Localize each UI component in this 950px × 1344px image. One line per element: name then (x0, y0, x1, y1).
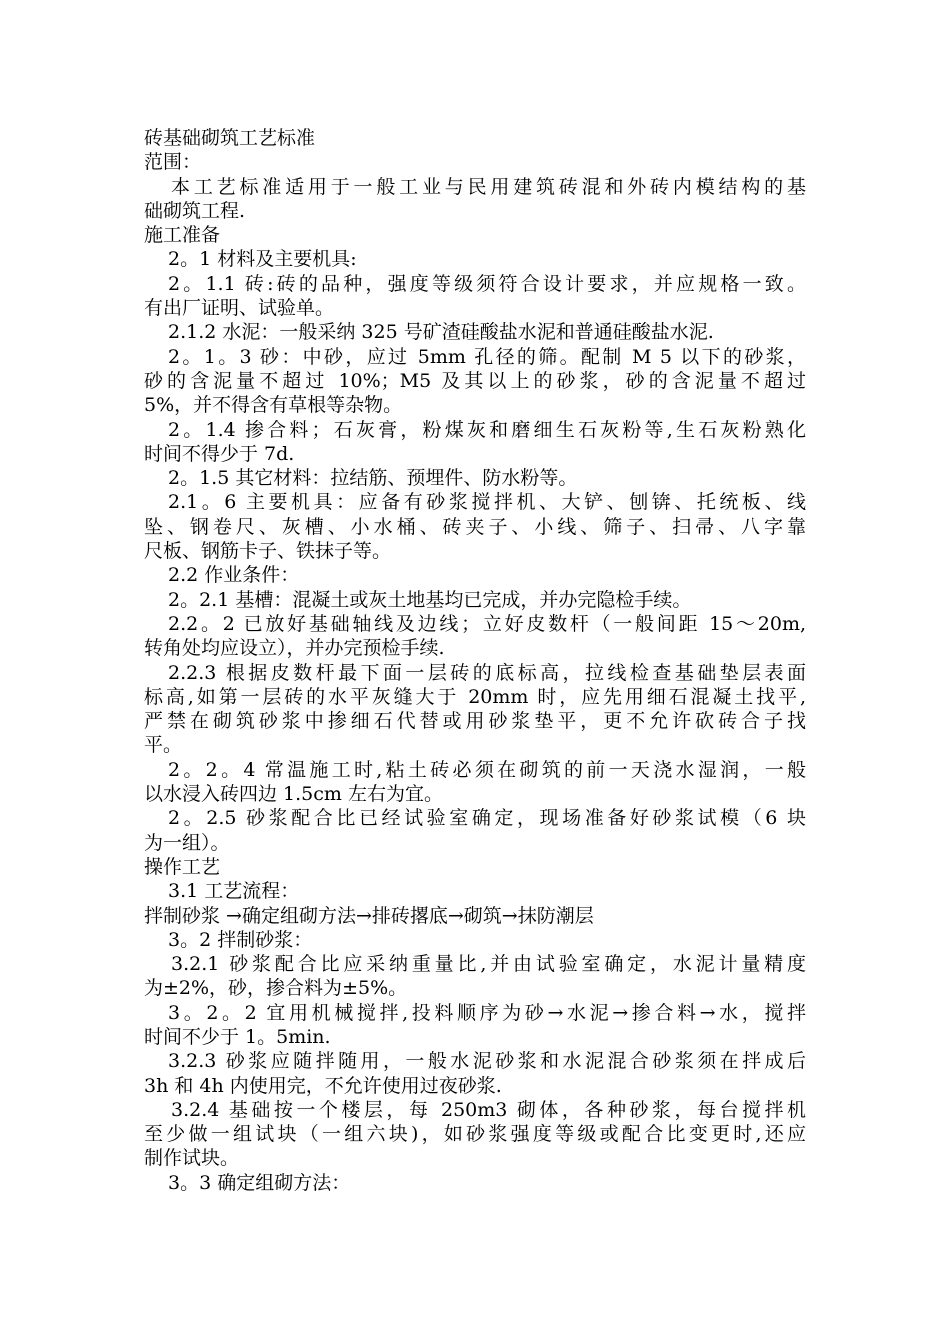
paragraph-line: 本工艺标准适用于一般工业与民用建筑砖混和外砖内模结构的基 (171, 175, 806, 198)
paragraph-line: 2。1.5 其它材料：拉结筋、预埋件、防水粉等。 (168, 467, 578, 490)
paragraph-line: 时间不得少于 7d. (144, 442, 295, 465)
paragraph-line: 2.1.2 水泥：一般采纳 325 号矿渣硅酸盐水泥和普通硅酸盐水泥. (168, 321, 714, 344)
paragraph-line: 制作试块。 (144, 1147, 240, 1170)
paragraph-line: 3.2.1 砂浆配合比应采纳重量比,并由试验室确定，水泥计量精度 (171, 953, 806, 976)
paragraph-line: 2。2。4 常温施工时,粘土砖必须在砌筑的前一天浇水湿润，一般 (168, 758, 806, 781)
paragraph-line: 2。1。3 砂：中砂，应过 5mm 孔径的筛。配制 M 5 以下的砂浆， (168, 345, 806, 368)
subsection-heading: 2.2 作业条件： (168, 564, 300, 587)
paragraph-line: 2.2.3 根据皮数杆最下面一层砖的底标高，拉线检查基础垫层表面 (168, 661, 806, 684)
paragraph-line: 3.2.4 基础按一个楼层，每 250m3 砌体，各种砂浆，每台搅拌机 (171, 1098, 806, 1121)
paragraph-line: 至少做一组试块（一组六块)，如砂浆强度等级或配合比变更时,还应 (144, 1123, 806, 1146)
paragraph-line: 5%，并不得含有草根等杂物。 (144, 394, 403, 417)
paragraph-line: 时间不少于 1。5min. (144, 1025, 331, 1048)
paragraph-line: 3h 和 4h 内使用完，不允许使用过夜砂浆. (144, 1074, 502, 1097)
section-heading-scope: 范围： (144, 151, 202, 174)
paragraph-line: 为±2%，砂，掺合料为±5%。 (144, 977, 408, 1000)
paragraph-line: 3。2。2 宜用机械搅拌,投料顺序为砂→水泥→掺合料→水，搅拌 (168, 1001, 806, 1024)
document-title: 砖基础砌筑工艺标准 (144, 127, 316, 149)
section-heading-preparation: 施工准备 (144, 224, 221, 247)
subsection-heading: 3.1 工艺流程： (168, 880, 300, 903)
paragraph-line: 3.2.3 砂浆应随拌随用，一般水泥砂浆和水泥混合砂浆须在拌成后 (168, 1050, 806, 1073)
section-heading-operation: 操作工艺 (144, 855, 221, 878)
paragraph-line: 础砌筑工程. (144, 199, 246, 222)
subsection-heading: 3。3 确定组砌方法： (168, 1171, 351, 1194)
paragraph-line: 2。2.5 砂浆配合比已经试验室确定，现场准备好砂浆试模（6 块 (168, 807, 806, 830)
paragraph-line: 以水浸入砖四边 1.5cm 左右为宜。 (144, 783, 443, 806)
process-flow: 拌制砂浆 →确定组砌方法→排砖撂底→砌筑→抹防潮层 (144, 904, 594, 927)
paragraph-line: 2.2。2 已放好基础轴线及边线；立好皮数杆（一般间距 15～20m, (168, 612, 806, 635)
paragraph-line: 平。 (144, 734, 183, 757)
paragraph-line: 严禁在砌筑砂浆中掺细石代替或用砂浆垫平，更不允许砍砖合子找 (144, 710, 806, 733)
paragraph-line: 尺板、钢筋卡子、铁抹子等。 (144, 540, 392, 563)
paragraph-line: 为一组）。 (144, 831, 230, 854)
paragraph-line: 有出厂证明、试验单。 (144, 297, 335, 320)
paragraph-line: 坠、钢卷尺、灰槽、小水桶、砖夹子、小线、筛子、扫帚、八字靠 (144, 515, 806, 538)
paragraph-line: 标高,如第一层砖的水平灰缝大于 20mm 时，应先用细石混凝土找平, (144, 685, 806, 708)
document-page (144, 126, 806, 1195)
subsection-heading: 3。2 拌制砂浆： (168, 928, 313, 951)
paragraph-line: 转角处均应设立），并办完预检手续. (144, 637, 445, 660)
paragraph-line: 2。1.1 砖:砖的品种，强度等级须符合设计要求，并应规格一致。 (168, 272, 806, 295)
paragraph-line: 2。2.1 基槽：混凝土或灰土地基均已完成，并办完隐检手续。 (168, 588, 692, 611)
subsection-heading: 2。1 材料及主要机具: (168, 248, 357, 271)
paragraph-line: 2。1.4 掺合料；石灰膏，粉煤灰和磨细生石灰粉等,生石灰粉熟化 (168, 418, 806, 441)
paragraph-line: 砂的含泥量不超过 10%；M5 及其以上的砂浆，砂的含泥量不超过 (144, 369, 806, 392)
paragraph-line: 2.1。6 主要机具：应备有砂浆搅拌机、大铲、刨锛、托统板、线 (168, 491, 806, 514)
